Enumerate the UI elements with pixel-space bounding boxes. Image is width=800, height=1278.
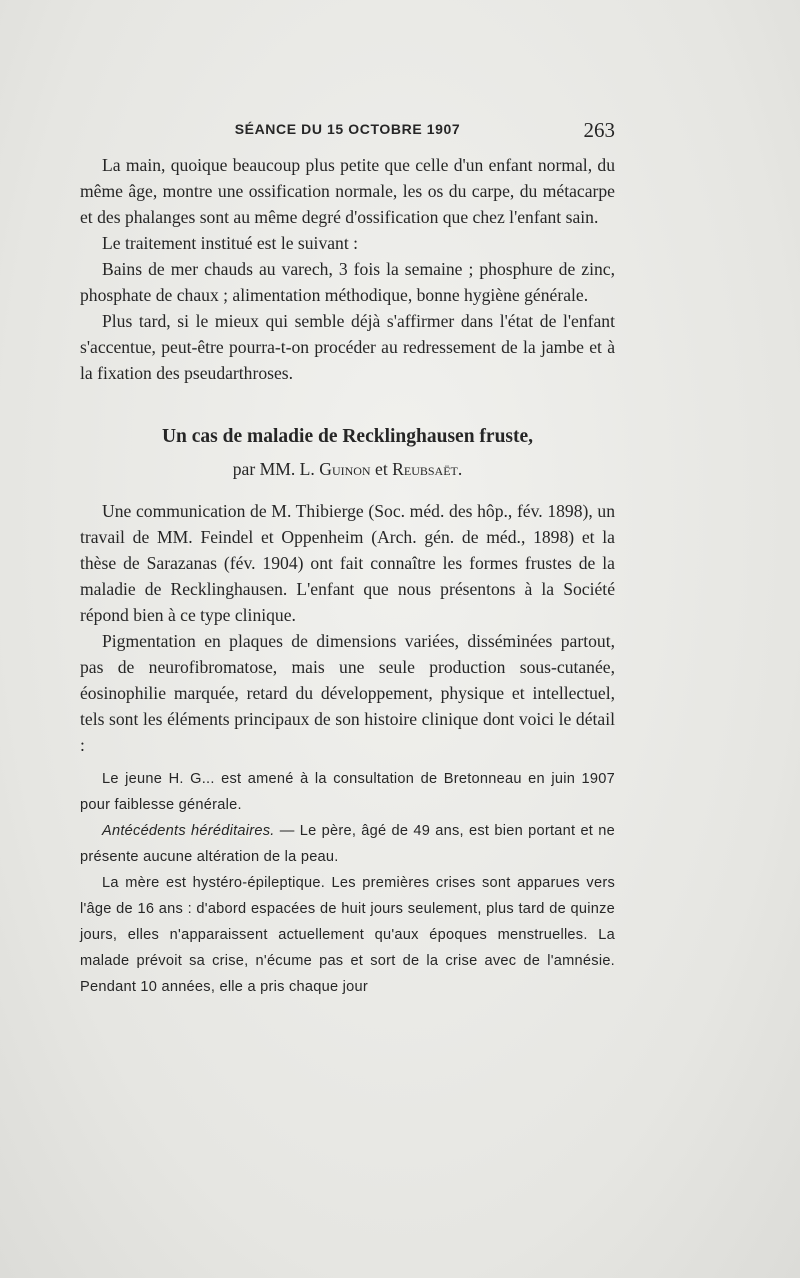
- body-text: [80, 152, 615, 1000]
- antecedents-label: Antécédents héréditaires.: [102, 823, 275, 839]
- antecedents-text: — Le père, âgé de 49 ans, est bien portant et ne présente aucune altération de la peau.: [80, 823, 615, 865]
- case-intro: Le jeune H. G... est amené à la consultation de Bretonneau en juin 1907 pour faiblesse générale.: [80, 771, 615, 813]
- case-mother: La mère est hystéro-épileptique. Les premières crises sont apparues vers l'âge de 16 ans : d'abord espacées de huit jours seulement, plus tard de quinze jours, elles n'apparaissent actuellement qu'aux époques menstruelles. La malade prévoit sa crise, n'écume pas et sort de la crise avec de l'amnésie. Pendant 10 années, elle a pris chaque jour: [80, 875, 615, 995]
- case-antecedents: [80, 818, 615, 870]
- paragraph: Plus tard, si le mieux qui semble déjà s'affirmer dans l'état de l'enfant s'accentue, peut-être pourra-t-on procéder au redressement de la jambe et à la fixation des pseudarthroses.: [80, 311, 615, 383]
- authors-prefix: par MM. L.: [232, 459, 315, 479]
- paragraph: Pigmentation en plaques de dimensions variées, disséminées partout, pas de neurofibromatose, mais une seule production sous-cutanée, éosinophilie marquée, retard du développement, physique et intellectuel, tels sont les éléments principaux de son histoire clinique dont voici le détail :: [80, 631, 615, 755]
- paragraph: Une communication de M. Thibierge (Soc. méd. des hôp., fév. 1898), un travail de MM. Feindel et Oppenheim (Arch. gén. de méd., 1898) et la thèse de Sarazanas (fév. 1904) ont fait connaître les formes frustes de la maladie de Recklinghausen. L'enfant que nous présentons à la Société répond bien à ce type clinique.: [80, 501, 615, 625]
- author-name: Reubsaët.: [392, 459, 463, 479]
- paragraph: La main, quoique beaucoup plus petite que celle d'un enfant normal, du même âge, montre une ossification normale, les os du carpe, du métacarpe et des phalanges sont au même degré d'ossification que chez l'enfant sain.: [80, 155, 615, 227]
- authors-line: [80, 456, 615, 482]
- section-title: Un cas de maladie de Recklinghausen fruste,: [161, 426, 534, 447]
- paragraph: Le traitement institué est le suivant :: [102, 233, 359, 253]
- running-head: SÉANCE DU 15 OCTOBRE 1907: [234, 121, 461, 137]
- page-number: 263: [583, 118, 615, 142]
- authors-conjunction: et: [375, 459, 388, 479]
- author-name: Guinon: [319, 459, 371, 479]
- page-header: [80, 118, 615, 144]
- paragraph: Bains de mer chauds au varech, 3 fois la semaine ; phosphure de zinc, phosphate de chaux ; alimentation méthodique, bonne hygiène générale.: [80, 259, 615, 305]
